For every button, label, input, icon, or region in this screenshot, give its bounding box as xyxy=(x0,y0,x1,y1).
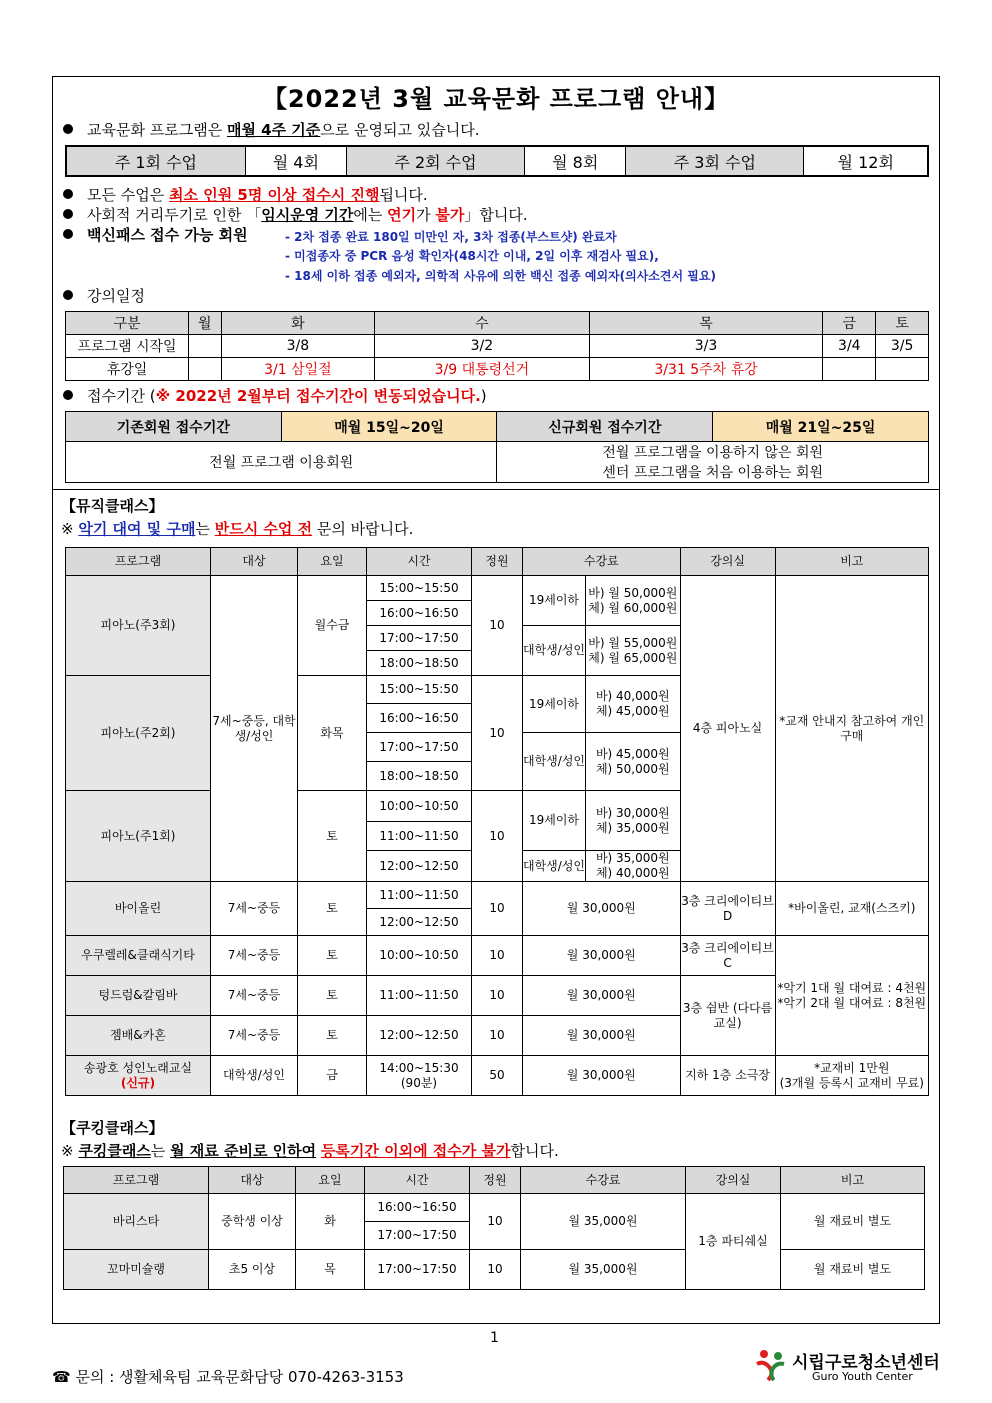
time-cell: 16:00~16:50 xyxy=(365,1194,470,1222)
program-name: 바리스타 xyxy=(64,1194,209,1250)
new-desc: 전월 프로그램을 이용하지 않은 회원 센터 프로그램을 처음 이용하는 회원 xyxy=(497,442,929,483)
fee-value: 바) 30,000원 체) 35,000원 xyxy=(586,791,681,851)
program-name: 피아노(주3회) xyxy=(66,576,211,676)
vaccine-pass-label: 백신패스 접수 가능 회원 xyxy=(63,224,248,245)
start-cell: 3/5 xyxy=(876,335,929,358)
capacity-cell: 10 xyxy=(472,976,523,1016)
rent-note: *악기 1대 월 대여료 : 4천원 *악기 2대 월 대여료 : 8천원 xyxy=(775,936,928,1056)
bullet-icon xyxy=(63,189,73,199)
capacity-cell: 10 xyxy=(472,791,523,882)
start-cell xyxy=(189,335,222,358)
room-cell: 3층 크리에이티브 C xyxy=(680,936,775,976)
cooking-room: 1층 파티쉐실 xyxy=(686,1194,781,1290)
note-cell: *교재비 1만원 (3개월 등록시 교재비 무료) xyxy=(775,1056,928,1096)
holiday-cell xyxy=(823,358,876,381)
time-cell: 11:00~11:50 xyxy=(367,882,472,909)
day-cell: 토 xyxy=(298,882,367,936)
time-cell: 12:00~12:50 xyxy=(367,851,472,882)
piano-target: 7세~중등, 대학생/성인 xyxy=(211,576,298,882)
note-cell: 월 재료비 별도 xyxy=(781,1250,925,1290)
schedule-heading: 강의일정 xyxy=(63,285,145,306)
music-header: 대상 xyxy=(211,548,298,576)
new-period: 매월 21일~25일 xyxy=(713,412,929,442)
piano-note: *교재 안내지 참고하여 개인 구매 xyxy=(775,576,928,882)
notice-min-people: 모든 수업은 최소 인원 5명 이상 접수시 진행됩니다. xyxy=(63,184,428,205)
target-cell: 7세~중등 xyxy=(211,976,298,1016)
cooking-notice: ※ 쿠킹클래스는 월 재료 준비로 인하여 등록기간 이외에 접수가 불가합니다. xyxy=(61,1142,559,1160)
cooking-header: 시간 xyxy=(365,1167,470,1194)
target-cell: 7세~중등 xyxy=(211,1016,298,1056)
bullet-icon xyxy=(63,124,73,134)
time-cell: 17:00~17:50 xyxy=(365,1222,470,1250)
room-cell: 3층 쉼반 (다다름 교실) xyxy=(680,976,775,1056)
section-divider xyxy=(53,489,939,490)
day-cell: 화목 xyxy=(298,676,367,791)
cooking-header: 강의실 xyxy=(686,1167,781,1194)
day-cell: 토 xyxy=(298,1016,367,1056)
note-cell: *바이올린, 교재(스즈키) xyxy=(775,882,928,936)
start-cell: 3/8 xyxy=(221,335,375,358)
program-name: 꼬마미슐랭 xyxy=(64,1250,209,1290)
cooking-heading: 【쿠킹클래스】 xyxy=(61,1119,164,1137)
cooking-header: 수강료 xyxy=(521,1167,686,1194)
schedule-header: 목 xyxy=(589,312,823,335)
day-cell: 화 xyxy=(296,1194,365,1250)
schedule-table xyxy=(65,311,929,381)
fee-value: 바) 40,000원 체) 45,000원 xyxy=(586,676,681,733)
schedule-header: 월 xyxy=(189,312,222,335)
fee-value: 바) 45,000원 체) 50,000원 xyxy=(586,733,681,791)
registration-heading: 접수기간 (※ 2022년 2월부터 접수기간이 변동되었습니다.) xyxy=(63,385,487,406)
time-cell: 18:00~18:50 xyxy=(367,762,472,791)
fee-cell: 월 35,000원 xyxy=(521,1250,686,1290)
program-name: 젬배&카혼 xyxy=(66,1016,211,1056)
start-cell: 3/4 xyxy=(823,335,876,358)
music-header: 요일 xyxy=(298,548,367,576)
center-logo xyxy=(754,1348,954,1388)
existing-desc: 전월 프로그램 이용회원 xyxy=(66,442,497,483)
time-cell: 17:00~17:50 xyxy=(367,733,472,762)
music-heading: 【뮤직클래스】 xyxy=(61,497,164,515)
start-label: 프로그램 시작일 xyxy=(66,335,189,358)
day-cell: 목 xyxy=(296,1250,365,1290)
fee-group: 대학생/성인 xyxy=(523,626,586,676)
week-value: 월 8회 xyxy=(525,146,626,176)
day-cell: 월수금 xyxy=(298,576,367,676)
vaccine-item: - 미접종자 중 PCR 음성 확인자(48시간 이내, 2일 이후 재검사 필요), xyxy=(285,249,659,263)
time-cell: 14:00~15:30 (90분) xyxy=(367,1056,472,1096)
holiday-cell: 3/31 5주차 휴강 xyxy=(589,358,823,381)
time-cell: 12:00~12:50 xyxy=(367,1016,472,1056)
fee-group: 19세이하 xyxy=(523,791,586,851)
cooking-header: 비고 xyxy=(781,1167,925,1194)
time-cell: 10:00~10:50 xyxy=(367,936,472,976)
holiday-cell: 3/9 대통령선거 xyxy=(375,358,589,381)
existing-period: 매월 15일~20일 xyxy=(281,412,497,442)
bullet-icon xyxy=(63,290,73,300)
holiday-cell: 3/1 삼일절 xyxy=(221,358,375,381)
fee-group: 19세이하 xyxy=(523,676,586,733)
bullet-icon xyxy=(63,390,73,400)
schedule-header: 토 xyxy=(876,312,929,335)
cooking-header: 대상 xyxy=(209,1167,296,1194)
schedule-header: 구분 xyxy=(66,312,189,335)
time-cell: 17:00~17:50 xyxy=(365,1250,470,1290)
page-number: 1 xyxy=(490,1330,499,1346)
capacity-cell: 10 xyxy=(472,576,523,676)
schedule-header: 화 xyxy=(221,312,375,335)
music-header: 비고 xyxy=(775,548,928,576)
fee-value: 바) 월 55,000원 체) 월 65,000원 xyxy=(586,626,681,676)
music-header: 프로그램 xyxy=(66,548,211,576)
new-label: 신규회원 접수기간 xyxy=(497,412,713,442)
capacity-cell: 10 xyxy=(472,936,523,976)
music-header: 정원 xyxy=(472,548,523,576)
fee-group: 대학생/성인 xyxy=(523,851,586,882)
existing-label: 기존회원 접수기간 xyxy=(66,412,282,442)
day-cell: 토 xyxy=(298,791,367,882)
room-cell: 지하 1층 소극장 xyxy=(680,1056,775,1096)
document-frame xyxy=(52,76,940,1324)
bullet-icon xyxy=(63,229,73,239)
piano-room: 4층 피아노실 xyxy=(680,576,775,882)
registration-table xyxy=(65,411,929,483)
day-cell: 토 xyxy=(298,976,367,1016)
fee-cell: 월 35,000원 xyxy=(521,1194,686,1250)
holiday-cell xyxy=(876,358,929,381)
music-header: 강의실 xyxy=(680,548,775,576)
week-label: 주 1회 수업 xyxy=(66,146,245,176)
fee-value: 바) 35,000원 체) 40,000원 xyxy=(586,851,681,882)
fee-value: 바) 월 50,000원 체) 월 60,000원 xyxy=(586,576,681,626)
music-header: 수강료 xyxy=(523,548,681,576)
music-notice: ※ 악기 대여 및 구매는 반드시 수업 전 문의 바랍니다. xyxy=(61,520,414,538)
target-cell: 7세~중등 xyxy=(211,882,298,936)
program-name: 피아노(주2회) xyxy=(66,676,211,791)
schedule-header: 금 xyxy=(823,312,876,335)
logo-icon xyxy=(754,1348,788,1382)
target-cell: 대학생/성인 xyxy=(211,1056,298,1096)
day-cell: 토 xyxy=(298,936,367,976)
program-name: 텅드럼&칼림바 xyxy=(66,976,211,1016)
weekly-class-table xyxy=(65,145,929,177)
holiday-label: 휴강일 xyxy=(66,358,189,381)
capacity-cell: 10 xyxy=(472,676,523,791)
program-name: 우쿠렐레&클래식기타 xyxy=(66,936,211,976)
note-cell: 월 재료비 별도 xyxy=(781,1194,925,1250)
cooking-header: 프로그램 xyxy=(64,1167,209,1194)
music-header: 시간 xyxy=(367,548,472,576)
program-name: 피아노(주1회) xyxy=(66,791,211,882)
target-cell: 초5 이상 xyxy=(209,1250,296,1290)
week-label: 주 2회 수업 xyxy=(346,146,524,176)
vaccine-item: - 2차 접종 완료 180일 미만인 자, 3차 접종(부스트샷) 완료자 xyxy=(285,230,617,244)
time-cell: 16:00~16:50 xyxy=(367,601,472,626)
capacity-cell: 50 xyxy=(472,1056,523,1096)
week-value: 월 12회 xyxy=(804,146,928,176)
time-cell: 10:00~10:50 xyxy=(367,791,472,822)
contact-footer: ☎ 문의 : 생활체육팀 교육문화담당 070-4263-3153 xyxy=(52,1368,404,1386)
bullet-icon xyxy=(63,209,73,219)
cooking-header: 정원 xyxy=(470,1167,521,1194)
notice-temp-operation: 사회적 거리두기로 인한 「임시운영 기간에는 연기가 불가」합니다. xyxy=(63,204,528,225)
time-cell: 12:00~12:50 xyxy=(367,909,472,936)
time-cell: 15:00~15:50 xyxy=(367,676,472,704)
program-name: 송광호 성인노래교실 (신규) xyxy=(66,1056,211,1096)
program-name: 바이올린 xyxy=(66,882,211,936)
page-title: 【2022년 3월 교육문화 프로그램 안내】 xyxy=(262,85,730,113)
target-cell: 중학생 이상 xyxy=(209,1194,296,1250)
time-cell: 17:00~17:50 xyxy=(367,626,472,651)
time-cell: 15:00~15:50 xyxy=(367,576,472,601)
start-cell: 3/3 xyxy=(589,335,823,358)
time-cell: 18:00~18:50 xyxy=(367,651,472,676)
logo-name: 시립구로청소년센터 xyxy=(792,1353,940,1373)
fee-cell: 월 30,000원 xyxy=(523,882,681,936)
day-cell: 금 xyxy=(298,1056,367,1096)
vaccine-item: - 18세 이하 접종 예외자, 의학적 사유에 의한 백신 접종 예외자(의사소견서 필요) xyxy=(285,269,716,283)
start-cell: 3/2 xyxy=(375,335,589,358)
week-label: 주 3회 수업 xyxy=(626,146,804,176)
schedule-header: 수 xyxy=(375,312,589,335)
capacity-cell: 10 xyxy=(470,1250,521,1290)
fee-group: 19세이하 xyxy=(523,576,586,626)
time-cell: 11:00~11:50 xyxy=(367,976,472,1016)
cooking-header: 요일 xyxy=(296,1167,365,1194)
intro-line: 교육문화 프로그램은 매월 4주 기준으로 운영되고 있습니다. xyxy=(63,119,480,140)
fee-group: 대학생/성인 xyxy=(523,733,586,791)
capacity-cell: 10 xyxy=(470,1194,521,1250)
fee-cell: 월 30,000원 xyxy=(523,1056,681,1096)
fee-cell: 월 30,000원 xyxy=(523,1016,681,1056)
capacity-cell: 10 xyxy=(472,1016,523,1056)
music-table xyxy=(65,547,929,1096)
fee-cell: 월 30,000원 xyxy=(523,936,681,976)
week-value: 월 4회 xyxy=(245,146,346,176)
capacity-cell: 10 xyxy=(472,882,523,936)
cooking-table xyxy=(63,1166,925,1290)
time-cell: 11:00~11:50 xyxy=(367,822,472,851)
time-cell: 16:00~16:50 xyxy=(367,704,472,733)
target-cell: 7세~중등 xyxy=(211,936,298,976)
room-cell: 3층 크리에이티브 D xyxy=(680,882,775,936)
fee-cell: 월 30,000원 xyxy=(523,976,681,1016)
holiday-cell xyxy=(189,358,222,381)
logo-english: Guro Youth Center xyxy=(812,1370,913,1383)
